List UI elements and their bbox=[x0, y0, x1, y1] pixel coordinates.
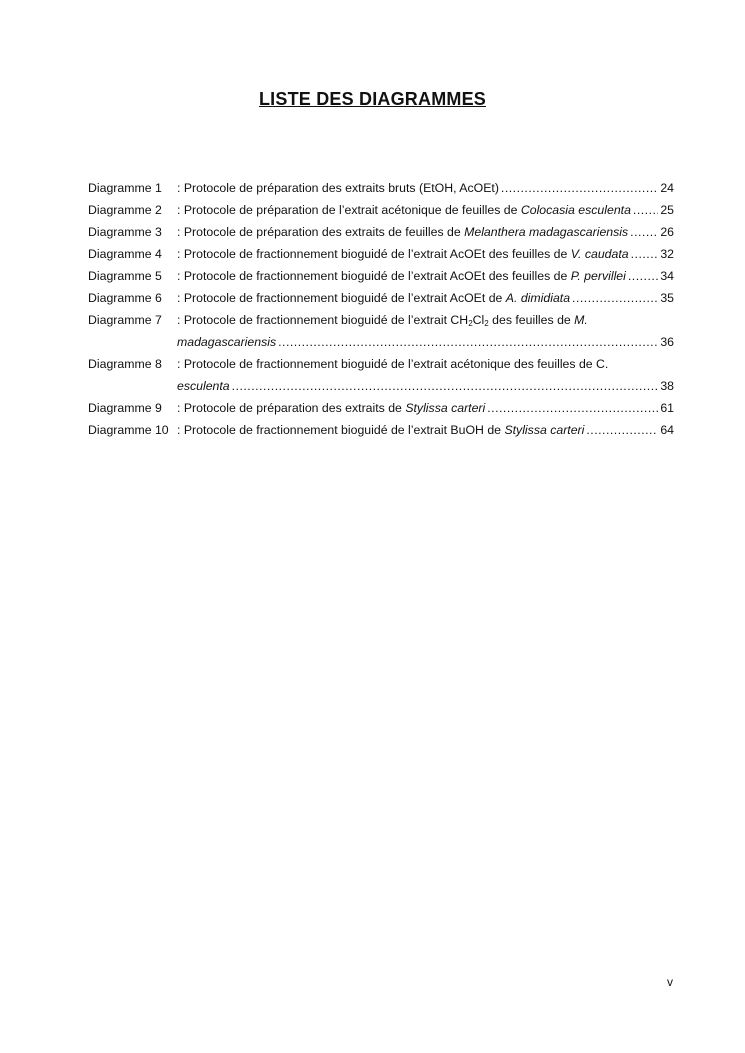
entry-page: 34 bbox=[660, 269, 674, 283]
entry-title-continued: esculenta bbox=[177, 379, 230, 393]
toc-entry-1[interactable] bbox=[88, 177, 674, 199]
dot-leader bbox=[278, 331, 658, 353]
entry-title: : Protocole de préparation des extraits bruts (EtOH, AcOEt) bbox=[177, 181, 499, 195]
entry-title: : Protocole de fractionnement bioguidé de l’extrait $CH_2Cl_2$ des feuilles de M. bbox=[177, 313, 588, 328]
entry-label: Diagramme 7 bbox=[88, 313, 162, 327]
entry-label: Diagramme 2 bbox=[88, 203, 162, 217]
entry-title: : Protocole de fractionnement bioguidé de l’extrait acétonique des feuilles de C. bbox=[177, 357, 609, 371]
dot-leader bbox=[633, 199, 658, 221]
toc-entry-7[interactable] bbox=[88, 309, 674, 353]
entry-page: 24 bbox=[660, 181, 674, 195]
dot-leader bbox=[487, 397, 658, 419]
dot-leader bbox=[586, 419, 658, 441]
page-title: LISTE DES DIAGRAMMES bbox=[258, 89, 486, 109]
toc-entry-10[interactable] bbox=[88, 419, 674, 441]
entry-title: : Protocole de fractionnement bioguidé de l’extrait AcOEt de A. dimidiata bbox=[177, 291, 571, 305]
dot-leader bbox=[628, 265, 658, 287]
entry-title: : Protocole de préparation de l’extrait acétonique de feuilles de Colocasia esculenta bbox=[177, 203, 631, 217]
dot-leader bbox=[631, 243, 659, 265]
entry-title: : Protocole de préparation des extraits de Stylissa carteri bbox=[177, 401, 486, 415]
toc-entry-9[interactable] bbox=[88, 397, 674, 419]
dot-leader bbox=[232, 375, 659, 397]
entry-label: Diagramme 6 bbox=[88, 291, 162, 305]
entry-label: Diagramme 1 bbox=[88, 181, 162, 195]
entry-label: Diagramme 4 bbox=[88, 247, 162, 261]
entry-title-continued: madagascariensis bbox=[177, 335, 277, 349]
toc-entry-3[interactable] bbox=[88, 221, 674, 243]
entry-page: 35 bbox=[660, 291, 674, 305]
entry-page: 61 bbox=[660, 401, 674, 415]
entry-page: 38 bbox=[660, 379, 674, 393]
entry-page: 64 bbox=[660, 423, 674, 437]
dot-leader bbox=[630, 221, 658, 243]
entry-label: Diagramme 10 bbox=[88, 423, 169, 437]
entry-label: Diagramme 8 bbox=[88, 357, 162, 371]
dot-leader bbox=[572, 287, 658, 309]
table-of-diagrams bbox=[88, 177, 674, 441]
entry-label: Diagramme 3 bbox=[88, 225, 162, 239]
entry-title: : Protocole de fractionnement bioguidé de l’extrait BuOH de Stylissa carteri bbox=[177, 423, 585, 437]
entry-page: 32 bbox=[660, 247, 674, 261]
entry-page: 25 bbox=[660, 203, 674, 217]
entry-title: : Protocole de fractionnement bioguidé de l’extrait AcOEt des feuilles de P. pervillei bbox=[177, 269, 626, 283]
dot-leader bbox=[501, 177, 658, 199]
entry-label: Diagramme 9 bbox=[88, 401, 162, 415]
page-number: v bbox=[667, 975, 673, 989]
toc-entry-5[interactable] bbox=[88, 265, 674, 287]
toc-entry-8[interactable] bbox=[88, 353, 674, 397]
toc-entry-6[interactable] bbox=[88, 287, 674, 309]
entry-title: : Protocole de fractionnement bioguidé de l’extrait AcOEt des feuilles de V. caudata bbox=[177, 247, 629, 261]
entry-page: 36 bbox=[660, 335, 674, 349]
toc-entry-2[interactable] bbox=[88, 199, 674, 221]
entry-title: : Protocole de préparation des extraits de feuilles de Melanthera madagascariensis bbox=[177, 225, 629, 239]
toc-entry-4[interactable] bbox=[88, 243, 674, 265]
entry-page: 26 bbox=[660, 225, 674, 239]
entry-label: Diagramme 5 bbox=[88, 269, 162, 283]
